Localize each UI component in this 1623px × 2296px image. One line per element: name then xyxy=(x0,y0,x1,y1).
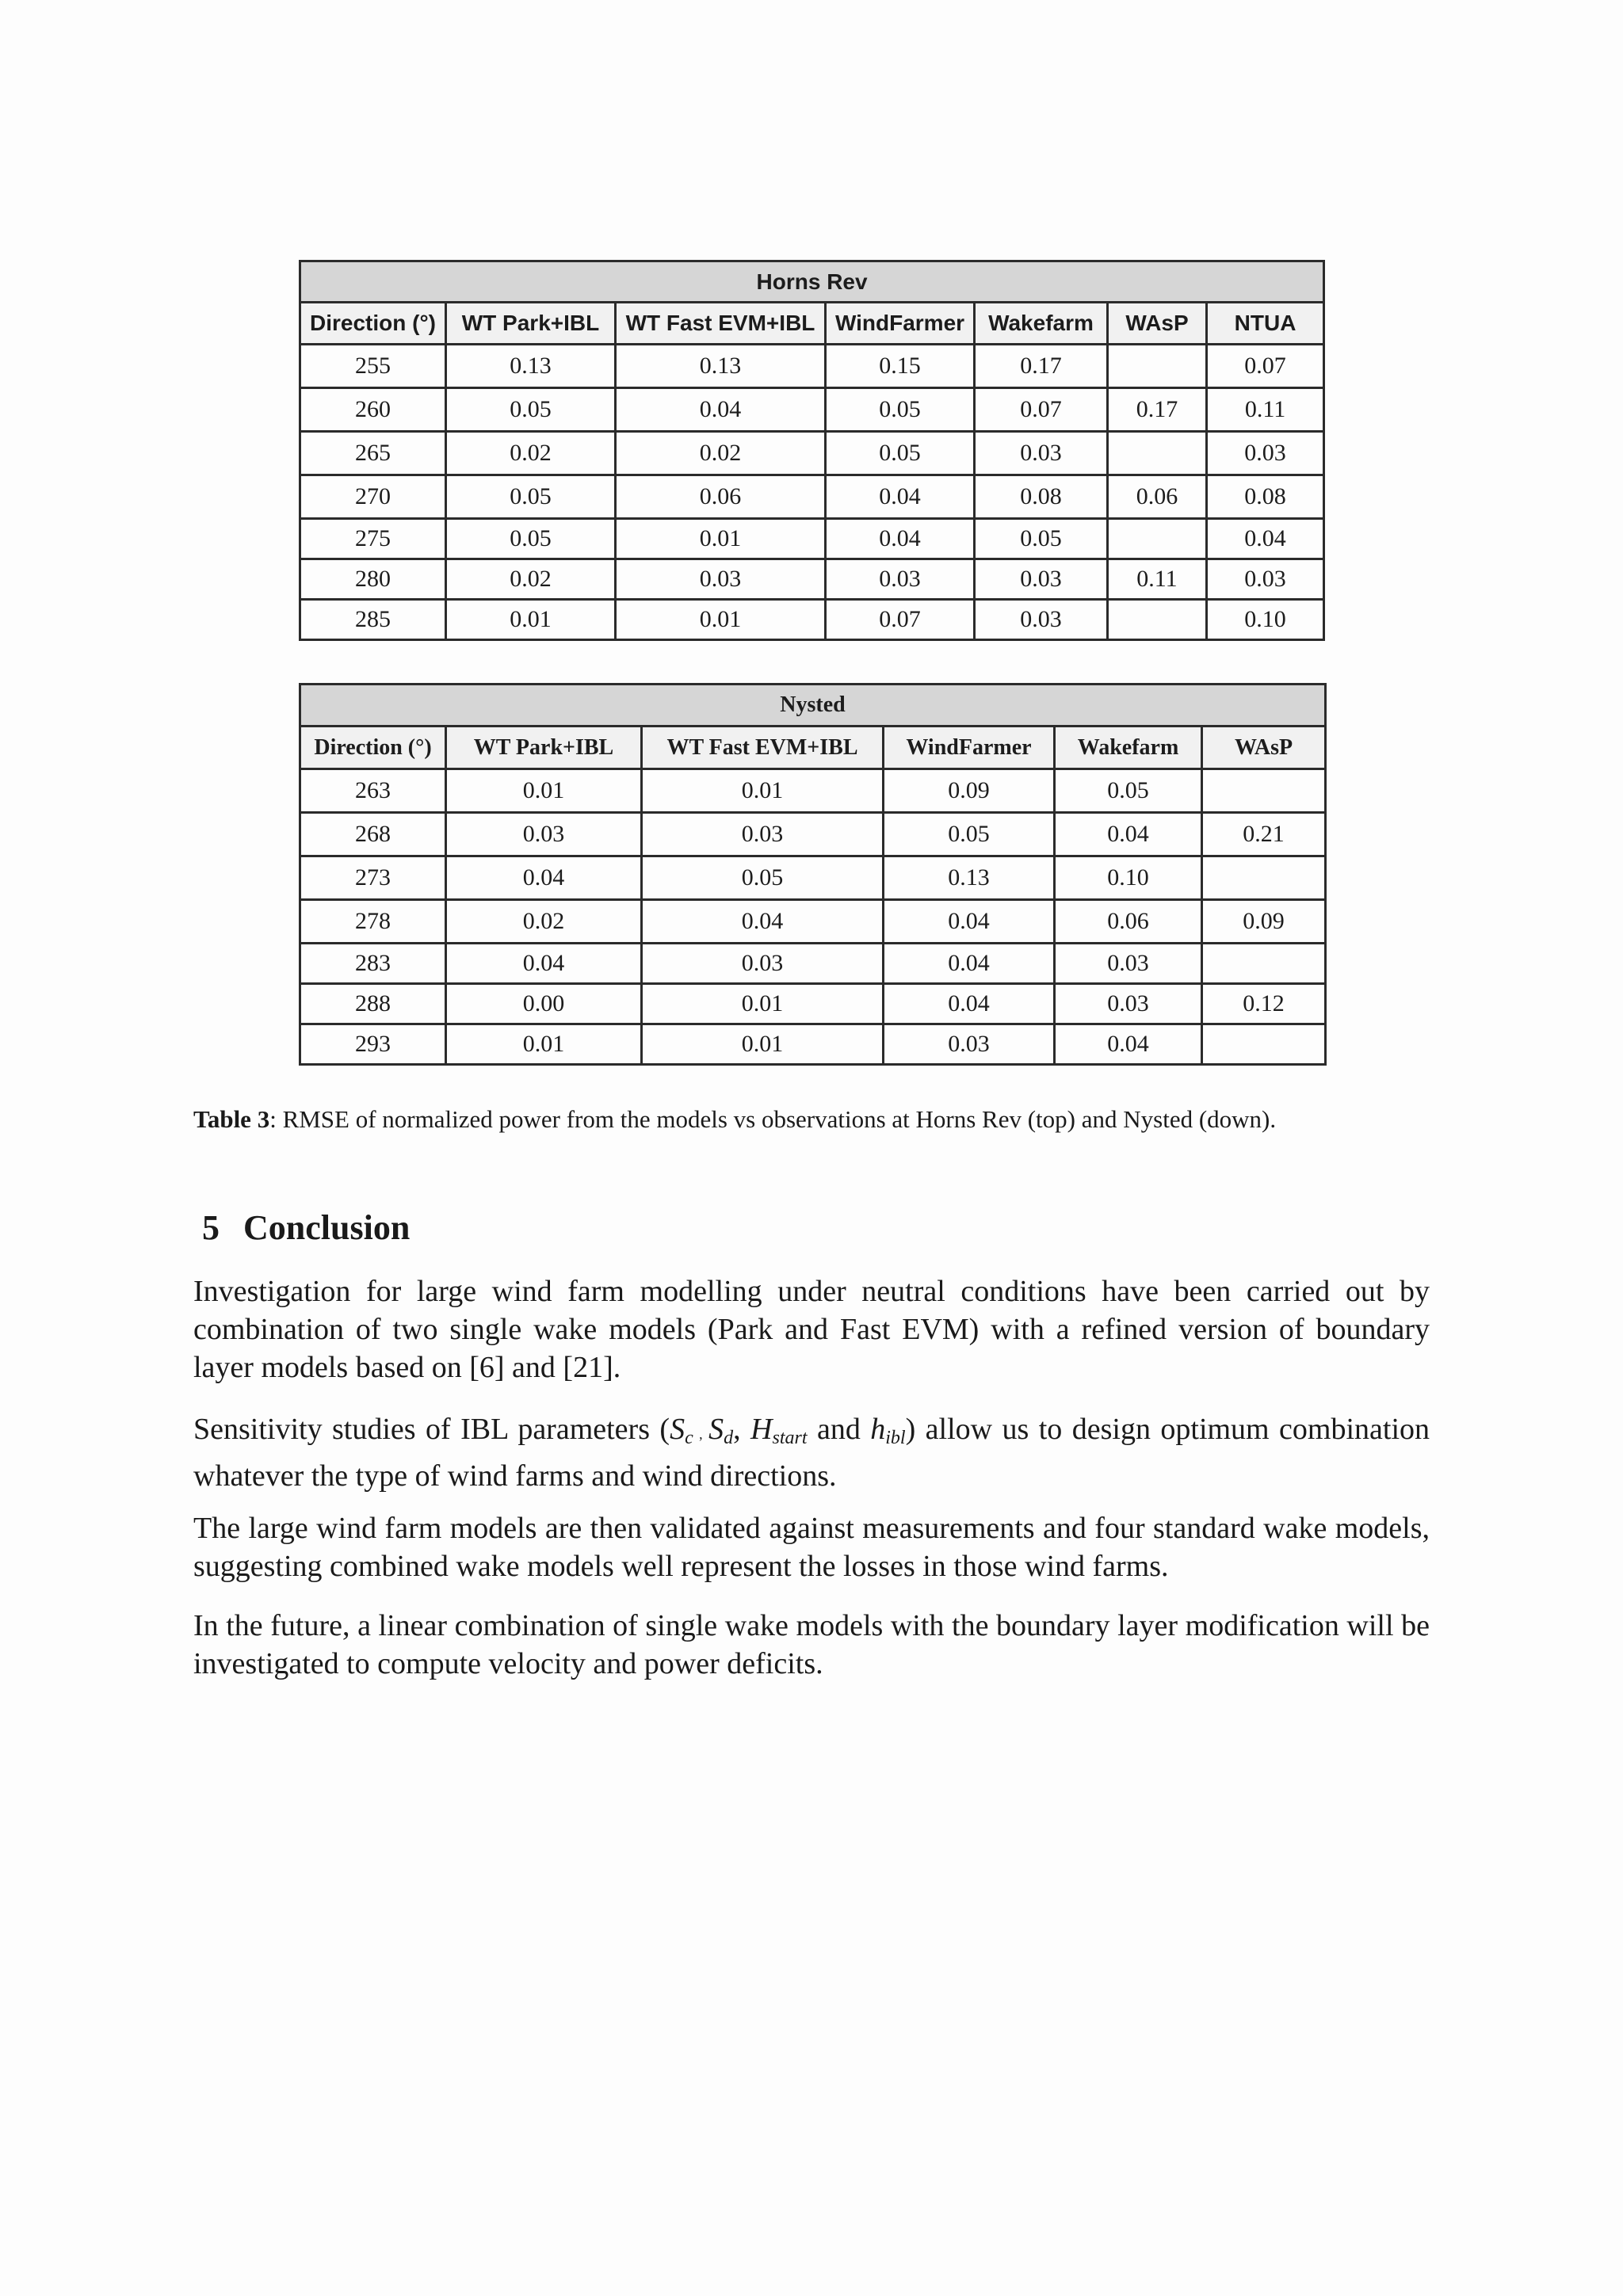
column-header: Direction (°) xyxy=(300,303,446,345)
table-row xyxy=(300,813,1326,856)
column-header: NTUA xyxy=(1207,303,1324,345)
table-title: Horns Rev xyxy=(300,261,1324,303)
table-cell: 0.04 xyxy=(446,944,642,984)
table-cell: 0.01 xyxy=(446,600,616,640)
section-heading xyxy=(202,1204,410,1252)
paragraph: Investigation for large wind farm modelling under neutral conditions have been carried out by combination of two single wake models (Park and Fast EVM) with a refined version of boundary layer models based on [6] and [21]. xyxy=(193,1275,1430,1384)
table-cell: 0.01 xyxy=(642,1024,884,1065)
table-cell: 280 xyxy=(300,559,446,600)
column-header: WT Fast EVM+IBL xyxy=(616,303,826,345)
table-cell: 0.02 xyxy=(446,900,642,944)
table-cell: 0.07 xyxy=(975,388,1108,432)
table-row xyxy=(300,984,1326,1024)
table-cell: 0.03 xyxy=(975,559,1108,600)
symbol: S xyxy=(670,1413,685,1446)
column-header: Wakefarm xyxy=(975,303,1108,345)
table-cell: 0.05 xyxy=(1055,769,1202,813)
subscript: c xyxy=(685,1428,693,1448)
table-title: Nysted xyxy=(300,685,1326,727)
table-cell: 0.05 xyxy=(446,388,616,432)
table-cell: 0.12 xyxy=(1202,984,1326,1024)
column-header: WindFarmer xyxy=(884,727,1055,769)
section-number: 5 xyxy=(202,1208,220,1247)
table-cell: 0.04 xyxy=(884,944,1055,984)
table-cell: 265 xyxy=(300,432,446,475)
table-cell: 0.04 xyxy=(884,900,1055,944)
table-cell: 0.03 xyxy=(1207,432,1324,475)
nysted-table xyxy=(299,683,1327,1066)
subscript: start xyxy=(772,1428,808,1448)
table-cell: 0.06 xyxy=(616,475,826,519)
table-row xyxy=(300,388,1324,432)
symbol: h xyxy=(870,1413,886,1446)
table-cell: 0.03 xyxy=(446,813,642,856)
table-cell: 0.01 xyxy=(616,600,826,640)
symbol: S xyxy=(708,1413,724,1446)
table-cell: 0.01 xyxy=(446,1024,642,1065)
table-cell: 0.05 xyxy=(975,519,1108,559)
table-row xyxy=(300,1024,1326,1065)
table-row xyxy=(300,432,1324,475)
table-cell: 270 xyxy=(300,475,446,519)
table-cell: 0.03 xyxy=(616,559,826,600)
text-run: ) allow us to design optimum combination whatever the type of wind farms and wind directions. xyxy=(193,1413,1430,1493)
table-cell: 0.03 xyxy=(975,600,1108,640)
table-cell: 0.03 xyxy=(975,432,1108,475)
table-cell: 0.01 xyxy=(642,769,884,813)
table-cell: 0.08 xyxy=(975,475,1108,519)
table-cell xyxy=(1108,519,1207,559)
paragraph xyxy=(193,1410,1430,1495)
caption-label: Table 3 xyxy=(193,1105,270,1133)
table-cell: 0.08 xyxy=(1207,475,1324,519)
table-cell: 0.05 xyxy=(884,813,1055,856)
table-cell: 0.03 xyxy=(642,813,884,856)
table-cell xyxy=(1202,1024,1326,1065)
text-run: , xyxy=(693,1426,709,1442)
table-cell: 0.03 xyxy=(1207,559,1324,600)
table-cell: 0.01 xyxy=(642,984,884,1024)
table-cell: 0.02 xyxy=(446,432,616,475)
table-caption xyxy=(193,1104,1430,1135)
table-cell: 0.04 xyxy=(616,388,826,432)
text-run: Sensitivity studies of IBL parameters ( xyxy=(193,1413,670,1446)
table-cell: 0.04 xyxy=(826,519,975,559)
column-header: WAsP xyxy=(1108,303,1207,345)
table-cell: 268 xyxy=(300,813,446,856)
subscript: ibl xyxy=(885,1428,906,1448)
table-cell: 0.11 xyxy=(1207,388,1324,432)
table-cell: 0.05 xyxy=(826,388,975,432)
table-cell: 285 xyxy=(300,600,446,640)
table-row xyxy=(300,856,1326,900)
text-run: , xyxy=(733,1413,751,1446)
table-cell: 0.17 xyxy=(1108,388,1207,432)
table-cell: 0.02 xyxy=(446,559,616,600)
column-header: WAsP xyxy=(1202,727,1326,769)
table-cell xyxy=(1202,856,1326,900)
column-header: Wakefarm xyxy=(1055,727,1202,769)
table-cell: 0.04 xyxy=(826,475,975,519)
table-cell: 0.15 xyxy=(826,345,975,388)
text-run: and xyxy=(807,1413,871,1446)
table-cell xyxy=(1108,345,1207,388)
symbol: H xyxy=(750,1413,773,1446)
table-cell: 0.04 xyxy=(1055,813,1202,856)
table-cell: 0.10 xyxy=(1207,600,1324,640)
table-row xyxy=(300,345,1324,388)
paragraph: The large wind farm models are then validated against measurements and four standard wake models, suggesting combined wake models well represent the losses in those wind farms. xyxy=(193,1512,1430,1583)
table-cell: 0.01 xyxy=(616,519,826,559)
table-cell: 0.03 xyxy=(826,559,975,600)
table-cell: 263 xyxy=(300,769,446,813)
table-cell: 0.05 xyxy=(446,475,616,519)
table-cell xyxy=(1108,600,1207,640)
table-row xyxy=(300,900,1326,944)
table-cell: 0.21 xyxy=(1202,813,1326,856)
table-cell: 293 xyxy=(300,1024,446,1065)
caption-text: : RMSE of normalized power from the models vs observations at Horns Rev (top) and Nysted (down). xyxy=(269,1105,1277,1133)
table-row xyxy=(300,600,1324,640)
table-cell: 255 xyxy=(300,345,446,388)
subscript: d xyxy=(724,1428,734,1448)
table-cell: 0.13 xyxy=(884,856,1055,900)
table-cell: 0.03 xyxy=(642,944,884,984)
table-cell: 0.05 xyxy=(642,856,884,900)
table-cell: 0.02 xyxy=(616,432,826,475)
table-cell: 0.00 xyxy=(446,984,642,1024)
table-cell: 0.13 xyxy=(446,345,616,388)
table-cell: 0.07 xyxy=(826,600,975,640)
paragraph: In the future, a linear combination of single wake models with the boundary layer modification will be investigated to compute velocity and power deficits. xyxy=(193,1609,1430,1680)
column-header: WT Fast EVM+IBL xyxy=(642,727,884,769)
table-row xyxy=(300,559,1324,600)
table-cell: 0.17 xyxy=(975,345,1108,388)
table-row xyxy=(300,519,1324,559)
table-cell: 283 xyxy=(300,944,446,984)
table-row xyxy=(300,769,1326,813)
column-header: WindFarmer xyxy=(826,303,975,345)
table-row xyxy=(300,944,1326,984)
table-cell: 0.10 xyxy=(1055,856,1202,900)
table-cell xyxy=(1202,944,1326,984)
table-cell: 0.06 xyxy=(1108,475,1207,519)
table-cell: 0.03 xyxy=(884,1024,1055,1065)
table-cell: 273 xyxy=(300,856,446,900)
column-header: WT Park+IBL xyxy=(446,303,616,345)
table-cell: 0.04 xyxy=(1207,519,1324,559)
table-row xyxy=(300,475,1324,519)
table-cell: 0.09 xyxy=(884,769,1055,813)
table-cell: 0.03 xyxy=(1055,984,1202,1024)
table-cell: 0.04 xyxy=(642,900,884,944)
table-cell: 0.09 xyxy=(1202,900,1326,944)
table-cell: 0.04 xyxy=(884,984,1055,1024)
table-cell: 0.06 xyxy=(1055,900,1202,944)
table-cell: 0.03 xyxy=(1055,944,1202,984)
column-header: Direction (°) xyxy=(300,727,446,769)
table-cell: 0.04 xyxy=(1055,1024,1202,1065)
table-cell: 0.05 xyxy=(826,432,975,475)
table-cell: 275 xyxy=(300,519,446,559)
table-cell xyxy=(1108,432,1207,475)
section-title: Conclusion xyxy=(243,1208,411,1247)
table-cell xyxy=(1202,769,1326,813)
table-cell: 0.05 xyxy=(446,519,616,559)
table-cell: 0.04 xyxy=(446,856,642,900)
table-cell: 260 xyxy=(300,388,446,432)
table-cell: 0.01 xyxy=(446,769,642,813)
table-cell: 288 xyxy=(300,984,446,1024)
horns-rev-table xyxy=(299,260,1325,641)
table-cell: 0.11 xyxy=(1108,559,1207,600)
table-cell: 0.07 xyxy=(1207,345,1324,388)
table-cell: 0.13 xyxy=(616,345,826,388)
column-header: WT Park+IBL xyxy=(446,727,642,769)
table-cell: 278 xyxy=(300,900,446,944)
